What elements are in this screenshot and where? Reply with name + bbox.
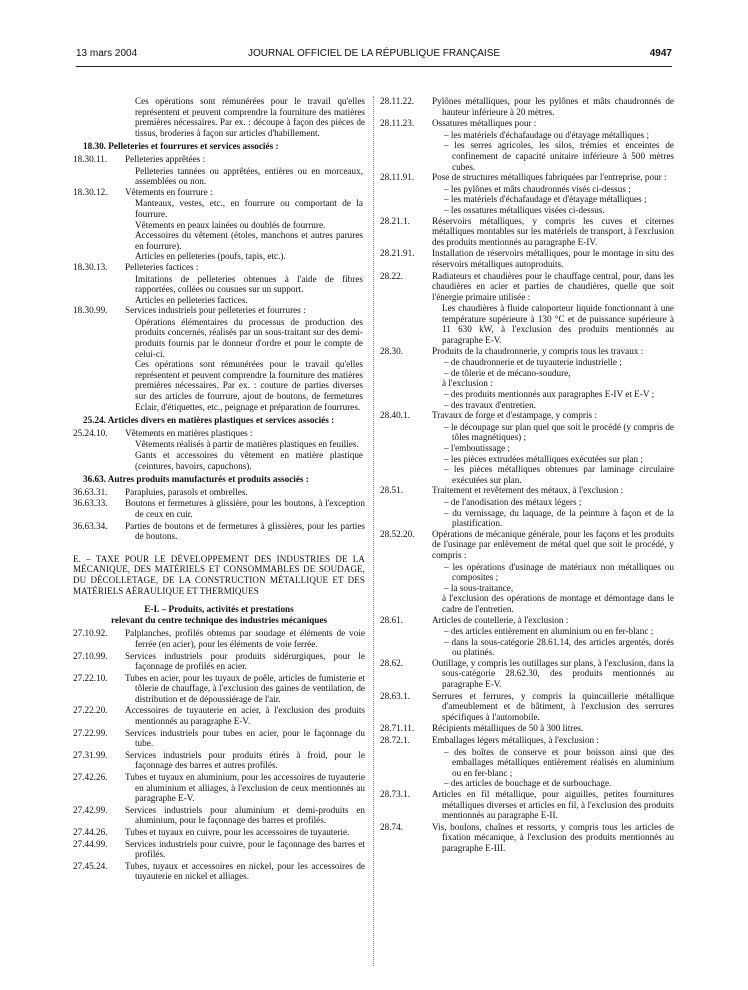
list-item	[73, 154, 365, 165]
item-code: 27.44.99.	[73, 838, 108, 849]
item-text: Serrures et ferrures, y compris la quincaillerie métallique d'ameublement et de bâtiment, à l'exclusion des serrures spécifiques à l'automobile.	[432, 690, 674, 722]
item-text: Installation de réservoirs métalliques, pour le montage in situ des réservoirs métalliques autoproduits.	[432, 248, 674, 269]
item-text: Services industriels pour produits sidérurgiques, pour le façonnage de profilés en acier.	[125, 650, 365, 672]
item-detail: Manteaux, vestes, etc., en fourrure ou comportant de la fourrure.	[135, 198, 363, 219]
subsection-subtitle: relevant du centre technique des industries mécaniques	[110, 614, 328, 625]
list-item	[380, 723, 674, 734]
item-text: Tubes et tuyaux en cuivre, pour les accessoires de tuyauterie.	[125, 827, 350, 837]
item-bullet: – des produits mentionnés aux paragraphes E-IV et E-V ;	[444, 389, 655, 400]
list-item	[380, 248, 674, 269]
section-e-title: E. – TAXE POUR LE DÉVELOPPEMENT DES INDUSTRIES DE LA MÉCANIQUE, DES MATÉRIELS ET CONSOMMABLES DE SOUDAGE, DU DÉCOLLETAGE, DE LA CONSTRUCTION MÉTALLIQUE ET DES MATÉRIELS AÉRAULIQUE ET THERMIQUES	[73, 553, 365, 596]
item-bullet: – les ossatures métalliques visées ci-dessus.	[444, 204, 605, 215]
item-bullet: – des travaux d'entretien.	[444, 399, 536, 410]
column-divider	[373, 96, 374, 966]
item-text: Opérations de mécanique générale, pour les façons et les produits de l'usinage par enlèvement de métal quel que soit le procédé, y compris :	[432, 528, 674, 560]
list-item	[73, 772, 365, 804]
item-detail: Articles en pelleteries (poufs, tapis, etc.).	[135, 251, 286, 262]
list-item	[380, 172, 674, 183]
item-code: 18.30.99.	[73, 305, 108, 316]
item-detail: à l'exclusion :	[442, 378, 493, 389]
item-detail: Vêtements réalisés à partir de matières plastiques en feuilles.	[135, 439, 359, 450]
item-code: 27.42.26.	[73, 772, 108, 783]
item-text: Articles de coutellerie, à l'exclusion :	[432, 614, 569, 625]
list-item	[380, 410, 674, 421]
item-text: Vêtements en fourrure :	[125, 186, 213, 197]
item-code: 18.30.13.	[73, 261, 108, 272]
item-code: 28.21.1.	[380, 215, 410, 226]
list-item	[73, 487, 365, 498]
list-item	[380, 96, 674, 117]
list-item	[73, 805, 365, 826]
list-item	[380, 822, 674, 854]
item-code: 28.21.91.	[380, 248, 415, 259]
header-title: JOURNAL OFFICIEL DE LA RÉPUBLIQUE FRANÇAISE	[247, 48, 501, 59]
list-item	[73, 521, 365, 542]
item-detail: Gants et accessoires du vêtement en matière plastique (ceintures, bavoirs, capuchons).	[135, 450, 363, 471]
item-text: Traitement et revêtement des métaux, à l'exclusion :	[432, 485, 624, 496]
list-item	[380, 346, 674, 357]
right-column	[380, 96, 674, 855]
item-text: Vis, boulons, chaînes et ressorts, y compris tous les articles de fixation mécanique, à l'exclusion des produits mentionnés au paragraphe E-III.	[432, 821, 674, 853]
item-text: Services industriels pour pelleteries et fourrures :	[125, 305, 306, 316]
item-detail: Imitations de pelleteries obtenues à l'aide de fibres rapportées, collées ou cousues sur un support.	[135, 273, 363, 295]
item-code: 27.22.10.	[73, 672, 108, 683]
list-item	[73, 187, 365, 198]
item-code: 28.73.1.	[380, 789, 410, 799]
item-code: 28.11.91.	[380, 172, 415, 183]
list-item	[380, 271, 674, 303]
list-item	[380, 216, 674, 248]
list-item	[380, 615, 674, 626]
item-detail: Pelleteries tannées ou apprêtées, entières ou en morceaux, assemblées ou non.	[135, 165, 363, 187]
list-item	[380, 529, 674, 561]
item-text: Services industriels pour cuivre, pour le façonnage des barres et profilés.	[125, 838, 365, 860]
item-code: 28.51.	[380, 485, 403, 496]
item-code: 27.10.92.	[73, 628, 108, 639]
item-text: Pelleteries apprêtées :	[125, 153, 206, 164]
section-heading: 36.63. Autres produits manufacturés et produits associés :	[83, 474, 309, 485]
item-text: Outillage, y compris les outillages sur plans, à l'exclusion, dans la sous-catégorie 28.62.30, des produits mentionnés au paragraphe E-V.	[432, 657, 674, 690]
item-bullet: – les pylônes et mâts chaudronnés visés ci-dessus ;	[444, 183, 631, 194]
item-code: 18.30.11.	[73, 153, 108, 164]
item-code: 28.74.	[380, 821, 403, 832]
item-detail: Accessoires du vêtement (étoles, manchons et autres parures en fourrure).	[135, 230, 363, 251]
page-number: 4947	[649, 48, 672, 59]
item-text: Récipients métalliques de 50 à 300 litres.	[432, 723, 584, 734]
item-text: Vêtements en matières plastiques :	[125, 427, 253, 438]
item-text: Travaux de forge et d'estampage, y compris :	[432, 410, 597, 421]
item-text: Tubes et tuyaux en aluminium, pour les accessoires de tuyauterie en aluminium et alliages, à l'exclusion de ceux mentionnés au paragraphe E-V.	[125, 772, 365, 804]
item-text: Produits de la chaudronnerie, y compris tous les travaux :	[432, 345, 644, 356]
item-text: Palplanches, profilés obtenus par soudage et éléments de voie ferrée (en acier), pour les éléments de voie ferrée.	[125, 628, 365, 649]
item-bullet: – le découpage sur plan quel que soit le procédé (y compris de tôles magnétiques) ;	[444, 421, 674, 443]
item-text: Articles en fil métallique, pour aiguilles, petites fournitures métalliques diverses et articles en fil, à l'exclusion des produits mentionnés au paragraphe E-II.	[432, 789, 674, 821]
item-text: Pylônes métalliques, pour les pylônes et mâts chaudronnés de hauteur inférieure à 20 mètres.	[432, 96, 674, 117]
item-text: Accessoires de tuyauterie en acier, à l'exclusion des produits mentionnés au paragraphe E-V.	[125, 705, 365, 727]
item-bullet: – les serres agricoles, les silos, trémies et enceintes de confinement de capacité unitaire inférieure à 500 mètres cubes.	[444, 140, 674, 172]
list-item	[73, 428, 365, 439]
item-text: Pelleteries factices :	[125, 261, 199, 272]
list-item	[73, 827, 365, 838]
item-bullet: – dans la sous-catégorie 28.61.14, des articles argentés, dorés ou platinés.	[444, 636, 674, 658]
item-code: 27.22.20.	[73, 705, 108, 716]
item-code: 18.30.12.	[73, 186, 108, 197]
subsection-title: E-I. – Produits, activités et prestations	[144, 604, 294, 615]
item-code: 27.44.26.	[73, 827, 108, 837]
item-code: 27.10.99.	[73, 650, 108, 661]
list-item	[73, 750, 365, 771]
e1-list	[73, 628, 365, 882]
item-code: 28.30.	[380, 345, 403, 356]
item-bullet: – de tôlerie et de mécano-soudure,	[444, 367, 571, 378]
list-item	[380, 789, 674, 821]
list-item	[73, 262, 365, 273]
item-code: 28.71.11.	[380, 723, 415, 734]
list-item	[380, 485, 674, 496]
item-code: 25.24.10.	[73, 427, 108, 438]
left-column	[73, 96, 365, 883]
item-text: Services industriels pour tubes en acier, pour le façonnage du tube.	[125, 727, 365, 749]
item-bullet: – les matériels d'échafaudage ou d'étayage métalliques ;	[444, 129, 650, 140]
item-code: 27.42.99.	[73, 804, 108, 815]
item-detail: à l'exclusion des opérations de montage et démontage dans le cadre de l'entretien.	[442, 593, 674, 614]
item-code: 27.22.99.	[73, 727, 108, 738]
item-text: Réservoirs métalliques, y compris les cuves et citernes métalliques montables sur les matériels de transport, à l'exclusion des produits mentionnés au paragraphe E-IV.	[432, 215, 674, 247]
list-item	[73, 673, 365, 705]
list-item	[73, 305, 365, 316]
list-item	[380, 658, 674, 690]
list-item	[73, 728, 365, 749]
list-item	[380, 118, 674, 129]
item-bullet: – des boîtes de conserve et pour boisson ainsi que des emballages métalliques entièrement réalisés en aluminium ou en fer-blanc ;	[444, 746, 674, 778]
item-code: 28.11.22.	[380, 96, 415, 106]
item-code: 36.63.33.	[73, 498, 108, 509]
item-code: 28.62.	[380, 657, 403, 668]
item-bullet: – les pièces extrudées métalliques exécutées sur plan ;	[444, 453, 643, 464]
item-text: Radiateurs et chaudières pour le chauffage central, pour, dans les chaudières en acier et parties de chaudières, quelle que soit l'énergie primaire utilisée :	[432, 270, 674, 302]
header-date: 13 mars 2004	[76, 48, 138, 59]
page-header	[76, 48, 672, 62]
item-code: 28.52.20.	[380, 528, 415, 539]
list-item	[73, 839, 365, 860]
item-bullet: – l'emboutissage ;	[444, 443, 510, 453]
item-code: 28.11.23.	[380, 118, 415, 129]
item-code: 28.40.1.	[380, 410, 410, 421]
item-bullet: – des articles entièrement en aluminium ou en fer-blanc ;	[444, 626, 654, 637]
item-code: 28.22.	[380, 270, 403, 281]
item-text: Parapluies, parasols et ombrelles.	[125, 486, 248, 497]
item-detail: Les chaudières à fluide caloporteur liquide fonctionnant à une température supérieure à 130 °C et de puissance supérieure à 11 630 kW, à l'exclusion des produits mentionnés au paragraphe E-V.	[442, 303, 674, 346]
list-item	[73, 498, 365, 519]
item-bullet: – de chaudronnerie et de tuyauterie industrielle ;	[444, 357, 622, 368]
item-detail: Articles en pelleteries factices.	[135, 294, 248, 305]
item-text: Services industriels pour aluminium et demi-produits en aluminium, pour le façonnage des barres et profilés.	[125, 804, 365, 826]
item-bullet: – des articles de bouchage et de surbouchage.	[444, 778, 612, 789]
header-rule	[76, 66, 672, 67]
item-code: 28.72.1.	[380, 735, 410, 746]
section-heading: 18.30. Pelleteries et fourrures et services associés :	[83, 141, 279, 152]
item-text: Emballages légers métalliques, à l'exclusion :	[432, 735, 599, 746]
item-code: 36.63.34.	[73, 520, 108, 531]
item-bullet: – les pièces métalliques obtenues par laminage circulaire exécutées sur plan.	[444, 464, 674, 485]
item-text: Ossatures métalliques pour :	[432, 118, 537, 129]
item-text: Parties de boutons et de fermetures à glissières, pour les parties de boutons.	[125, 520, 365, 542]
list-item	[73, 628, 365, 649]
item-text: Services industriels pour produits étirés à froid, pour le façonnage des barres et autres profilés.	[125, 749, 365, 771]
item-text: Tubes, tuyaux et accessoires en nickel, pour les accessoires de tuyauterie en nickel et alliages.	[125, 860, 365, 882]
list-item	[380, 691, 674, 723]
intro-paragraph: Ces opérations sont rémunérées pour le travail qu'elles représentent et peuvent comprendre la fourniture des matières premières nécessaires. Par ex. : découpe à façon des pièces de tissus, broderies à façon sur articles d'habillement.	[135, 96, 365, 138]
list-item	[73, 861, 365, 882]
list-item	[380, 735, 674, 746]
item-bullet: – la sous-traitance,	[444, 582, 514, 593]
list-item	[73, 705, 365, 726]
item-bullet: – du vernissage, du laquage, de la peinture à façon et de la plastification.	[444, 507, 674, 529]
list-item	[73, 651, 365, 672]
item-detail: Ces opérations sont rémunérées pour le travail qu'elles représentent et peuvent comprendre la fourniture des matières premières nécessaires. Par ex. : couture de parties diverses sur des articles de fourrure, ajout de boutons, de fermetures Eclair, d'étiquettes, etc., peignage et préparation de fourrures.	[135, 359, 363, 412]
item-bullet: – les opérations d'usinage de matériaux non métalliques ou composites ;	[444, 561, 674, 583]
item-detail: Vêtements en peaux lainées ou doublés de fourrure.	[135, 219, 326, 230]
item-bullet: – de l'anodisation des métaux légers ;	[444, 496, 582, 507]
item-code: 28.61.	[380, 614, 403, 625]
item-text: Boutons et fermetures à glissière, pour les boutons, à l'exception de ceux en cuir.	[125, 498, 365, 519]
item-detail: Opérations élémentaires du processus de production des produits concernés, réalisés par un sous-traitant sur des demi-produits fournis par le donneur d'ordre et pour le compte de celui-ci.	[135, 316, 363, 359]
item-text: Pose de structures métalliques fabriquées par l'entreprise, pour :	[432, 172, 667, 183]
section-heading: 25.24. Articles divers en matières plastiques et services associés :	[83, 415, 335, 426]
item-text: Tubes en acier, pour les tuyaux de poêle, articles de fumisterie et tôlerie de chauffage, à l'exclusion des gaines de ventilation, de distribution et de dépoussiérage de l'air.	[125, 672, 365, 704]
item-code: 27.31.99.	[73, 749, 108, 760]
item-code: 27.45.24.	[73, 860, 108, 871]
item-bullet: – les matériels d'échafaudage et d'étayage métalliques ;	[444, 194, 647, 205]
item-code: 28.63.1.	[380, 690, 410, 701]
item-code: 36.63.31.	[73, 486, 108, 497]
